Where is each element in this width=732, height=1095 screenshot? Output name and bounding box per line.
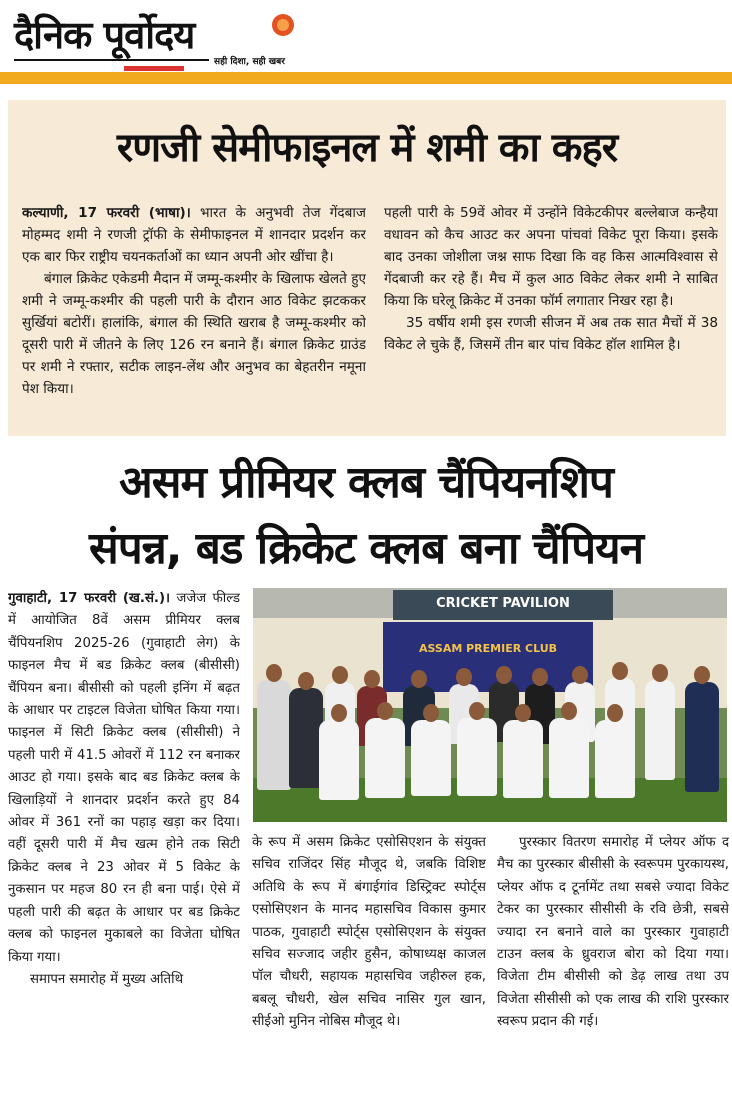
story2-paragraph-1 (8, 588, 240, 969)
logo-tagline: सही दिशा, सही खबर (214, 57, 285, 67)
story2-headline-line1: असम प्रीमियर क्लब चैंपियनशिप (119, 457, 613, 508)
team-photo (253, 588, 727, 822)
story2-headline-line2: संपन्न, बड क्रिकेट क्लब बना चैंपियन (88, 523, 644, 574)
masthead (0, 0, 732, 78)
story2-column-3 (497, 832, 729, 1092)
story1-p1-text: भारत के अनुभवी तेज गेंदबाज मोहम्मद शमी ने रणजी ट्रॉफी के सेमीफाइनल में शानदार प्रदर्शन कर एक बार फिर राष्ट्रीय चयनकर्ताओं का ध्यान अपनी ओर खींचा है। (22, 205, 366, 265)
logo-underline (14, 59, 209, 61)
logo-text: दैनिक पूर्वोदय (14, 12, 195, 57)
story2-paragraph-2: के रूप में असम क्रिकेट एसोसिएशन के संयुक्त सचिव राजिंदर सिंह मौजूद थे, जबकि विशिष्ट अतिथि के रूप में बंगाईगांव डिस्ट्रिक्ट स्पोर्ट्स एसोसिएशन के मानद महासचिव विकास कुमार पाठक, गुवाहाटी स्पोर्ट्स एसोसिएशन के संयुक्त सचिव सज्जाद जहीर हुसैन, कोषाध्यक्ष काजल पॉल चौधरी, सहायक महासचिव जहीरुल हक, बबलू चौधरी, खेल सचिव नासिर गुल खान, सीईओ मुनिन नोबिस मौजूद थे। (252, 835, 486, 1030)
header-divider (0, 72, 732, 84)
story2-paragraph-2-start: समापन समारोह में मुख्य अतिथि (30, 971, 184, 987)
story1-column-right (384, 202, 718, 432)
story1-paragraph-2: बंगाल क्रिकेट एकेडमी मैदान में जम्मू-कश्मीर के खिलाफ खेलते हुए शमी ने जम्मू-कश्मीर की पहली पारी के दौरान आठ विकेट झटककर सुर्खियां बटोरीं। हालांकि, बंगाल की स्थिति खराब है जम्मू-कश्मीर को दूसरी पारी में जीतने के लिए 126 रन बनाने हैं। बंगाल क्रिकेट ग्राउंड पर शमी ने रफ्तार, सटीक लाइन-लेंथ और अनुभव का बेहतरीन नमूना पेश किया। (22, 271, 366, 397)
story1-paragraph-1 (22, 202, 366, 268)
story1-headline: रणजी सेमीफाइनल में शमी का कहर (116, 125, 618, 171)
story2-dateline: गुवाहाटी, 17 फरवरी (ख.सं.)। (8, 591, 171, 606)
story2-paragraph-3: पुरस्कार वितरण समारोह में प्लेयर ऑफ द मैच का पुरस्कार बीसीसी के स्वरूपम पुरकायस्थ, प्लेयर ऑफ द टूर्नामेंट तथा सबसे ज्यादा विकेट टेकर का पुरस्कार सीसीसी के रवि छेत्री, सबसे ज्यादा रन बनाने वाले का पुरस्कार गुवाहाटी टाउन क्लब के ध्रुवराज बोरा को दिया गया। विजेता टीम बीसीसी को डेढ़ लाख तथा उप विजेता सीसीसी को एक लाख की राशि पुरस्कार स्वरूप प्रदान की गई। (497, 835, 729, 1030)
photo-banner-text: ASSAM PREMIER CLUB (418, 642, 558, 655)
story1-column-left (22, 202, 366, 432)
photo-sign-text: CRICKET PAVILION (436, 596, 570, 611)
story1-dateline: कल्याणी, 17 फरवरी (भाषा)। (22, 205, 191, 221)
story2-p1-text: जजेज फील्ड में आयोजित 8वें असम प्रीमियर क्लब चैंपियनशिप 2025-26 (गुवाहाटी लेग) के फाइनल मैच में बड क्रिकेट क्लब (बीसीसी) चैंपियन बना। बीसीसी को पहली इनिंग में बढ़त के आधार पर टाइटल विजेता घोषित किया गया। फाइनल में सिटी क्रिकेट क्लब (सीसीसी) ने पहली पारी में 41.5 ओवरों में 112 रन बनाकर आउट हो गया। इसके बाद बड क्रिकेट क्लब के खिलाड़ियों ने शानदार प्रदर्शन करते हुए 84 ओवर में 361 रनों का पहाड़ खड़ा कर दिया। वहीं दूसरी पारी में मैच खत्म होने तक सिटी क्रिकेट क्लब ने 23 ओवर में 5 विकेट के नुकसान पर महज 80 रन ही बना पाई। ऐसे में पहली पारी की बढ़त के आधार पर बड क्रिकेट क्लब को फाइनल मुकाबले का विजेता घोषित किया गया। (8, 591, 240, 965)
story2-column-1 (8, 588, 240, 1088)
story-ranji-semifinal (8, 100, 726, 436)
sun-icon (272, 14, 294, 36)
story1-paragraph-3: पहली पारी के 59वें ओवर में उन्होंने विकेटकीपर बल्लेबाज कन्हैया वधावन को कैच आउट कर अपना पांचवां विकेट पूरा किया। इसके बाद उनका जोशीला जश्न साफ दिखा कि वह किस आत्मविश्वास से गेंदबाजी कर रहे हैं। मैच में कुल आठ विकेट लेकर शमी ने साबित किया कि घरेलू क्रिकेट में उनका फॉर्म लगातार निखर रहा है। (384, 205, 718, 309)
story1-paragraph-4: 35 वर्षीय शमी इस रणजी सीजन में अब तक सात मैचों में 38 विकेट ले चुके हैं, जिसमें तीन बार पांच विकेट हॉल शामिल है। (384, 315, 718, 353)
logo-accent (124, 66, 184, 71)
newspaper-logo (14, 4, 289, 67)
story2-column-2 (252, 832, 486, 1092)
photo-team-group (253, 658, 727, 808)
